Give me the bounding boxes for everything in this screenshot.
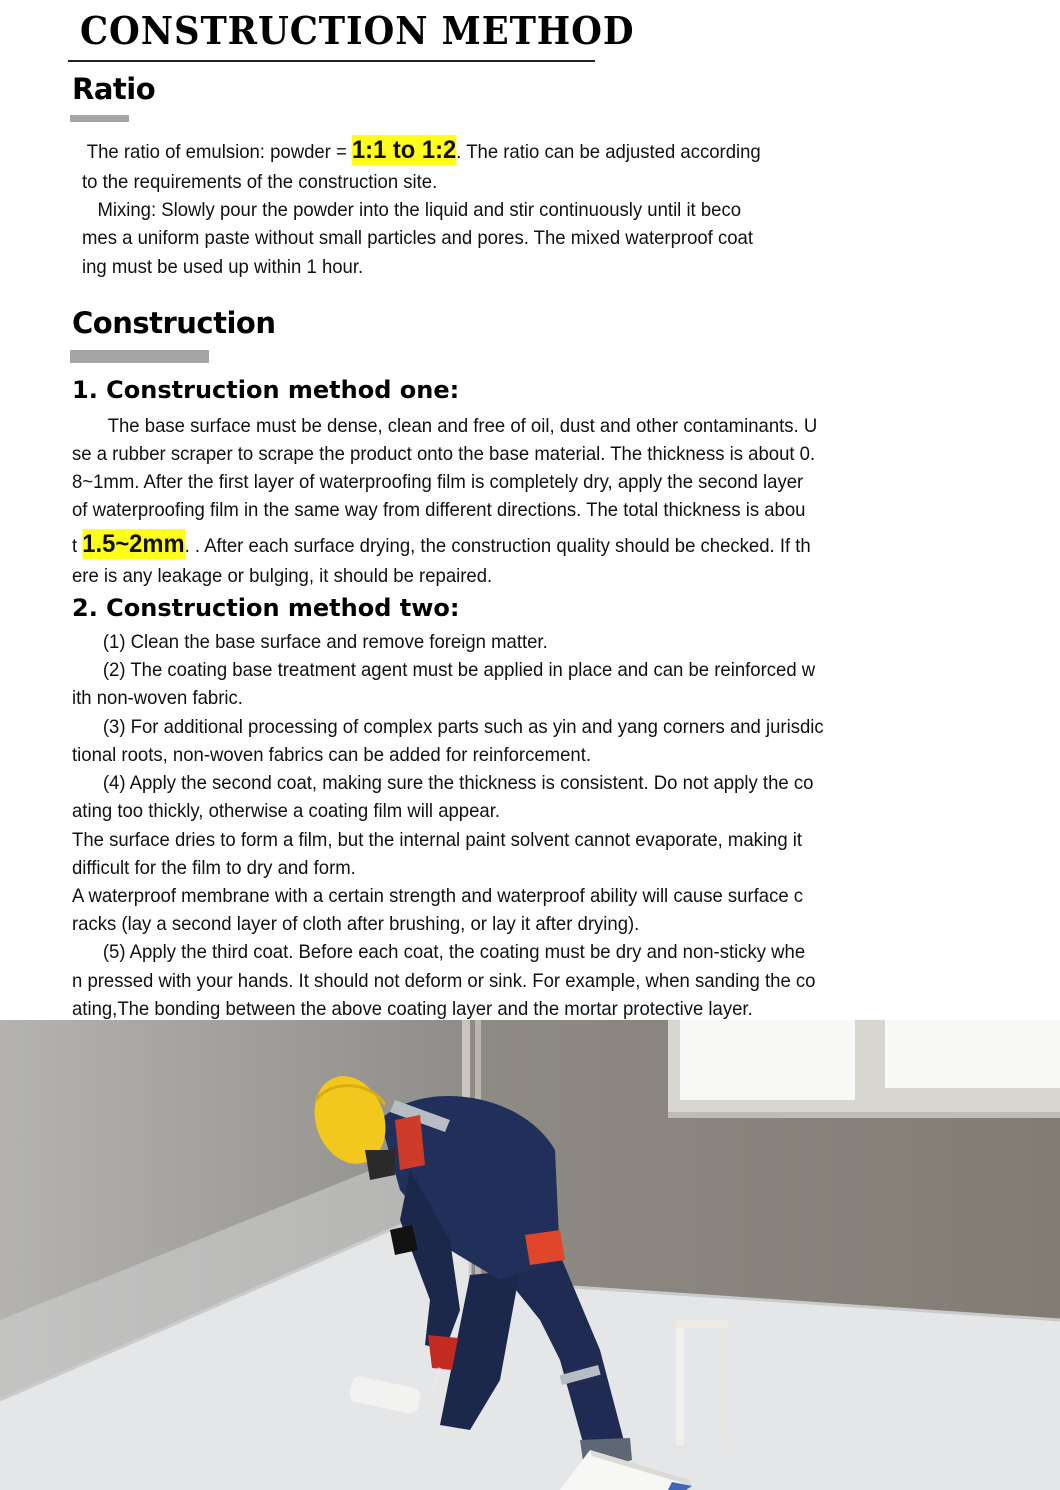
method-two-line: (5) Apply the third coat. Before each coat, the coating must be dry and non-sticky whe <box>72 941 806 963</box>
thickness-highlight: 1.5~2mm <box>82 530 185 558</box>
mixing-line-3: ing must be used up within 1 hour. <box>82 256 364 278</box>
method-one-heading: 1. Construction method one: <box>72 376 460 404</box>
method-one-line: of waterproofing film in the same way from different directions. The total thickness is abou <box>72 499 806 521</box>
method-two-line: tional roots, non-woven fabrics can be added for reinforcement. <box>72 744 591 766</box>
method-two-line: (2) The coating base treatment agent must be applied in place and can be reinforced w <box>72 659 816 681</box>
mixing-line-1: Mixing: Slowly pour the powder into the liquid and stir continuously until it beco <box>82 199 742 221</box>
method-one-line: 8~1mm. After the first layer of waterproofing film is completely dry, apply the second layer <box>72 471 804 493</box>
method-two-line: (3) For additional processing of complex parts such as yin and yang corners and jurisdic <box>72 716 824 738</box>
method-two-line: ating too thickly, otherwise a coating film will appear. <box>72 800 501 822</box>
construction-heading-bar <box>70 350 209 363</box>
title-divider <box>68 60 595 62</box>
method-two-line: n pressed with your hands. It should not deform or sink. For example, when sanding the co <box>72 970 816 992</box>
thickness-text: t <box>72 535 83 557</box>
method-two-line: (4) Apply the second coat, making sure the thickness is consistent. Do not apply the co <box>72 772 814 794</box>
construction-heading: Construction <box>72 306 276 340</box>
method-two-line: difficult for the film to dry and form. <box>72 857 356 879</box>
ratio-heading: Ratio <box>72 72 156 106</box>
ratio-text-after: . The ratio can be adjusted according <box>456 141 761 163</box>
method-one-line: ere is any leakage or bulging, it should be repaired. <box>72 565 493 587</box>
worker-applying-coating-photo <box>0 1020 1060 1490</box>
page-title: CONSTRUCTION METHOD <box>80 8 635 53</box>
method-one-line <box>72 528 811 562</box>
method-two-line: racks (lay a second layer of cloth after brushing, or lay it after drying). <box>72 913 640 935</box>
method-two-line: The surface dries to form a film, but the internal paint solvent cannot evaporate, making it <box>72 829 803 851</box>
method-two-line: ating,The bonding between the above coating layer and the mortar protective layer. <box>72 998 753 1020</box>
photo-illustration <box>0 1020 1060 1490</box>
ratio-highlight: 1:1 to 1:2 <box>351 136 457 164</box>
thickness-text-after: . . After each surface drying, the construction quality should be checked. If th <box>184 535 811 557</box>
ratio-text: The ratio of emulsion: powder = <box>82 141 352 163</box>
ratio-line-1 <box>82 134 761 168</box>
ratio-line-2: to the requirements of the construction site. <box>82 171 438 193</box>
ratio-heading-bar <box>70 115 129 122</box>
mixing-line-2: mes a uniform paste without small particles and pores. The mixed waterproof coat <box>82 227 753 249</box>
method-two-heading: 2. Construction method two: <box>72 594 460 622</box>
method-one-line: se a rubber scraper to scrape the product onto the base material. The thickness is about 0. <box>72 443 816 465</box>
method-two-line: A waterproof membrane with a certain strength and waterproof ability will cause surface c <box>72 885 804 907</box>
method-two-line: ith non-woven fabric. <box>72 687 243 709</box>
method-one-line: The base surface must be dense, clean and free of oil, dust and other contaminants. U <box>72 415 818 437</box>
method-two-line: (1) Clean the base surface and remove foreign matter. <box>72 631 548 653</box>
